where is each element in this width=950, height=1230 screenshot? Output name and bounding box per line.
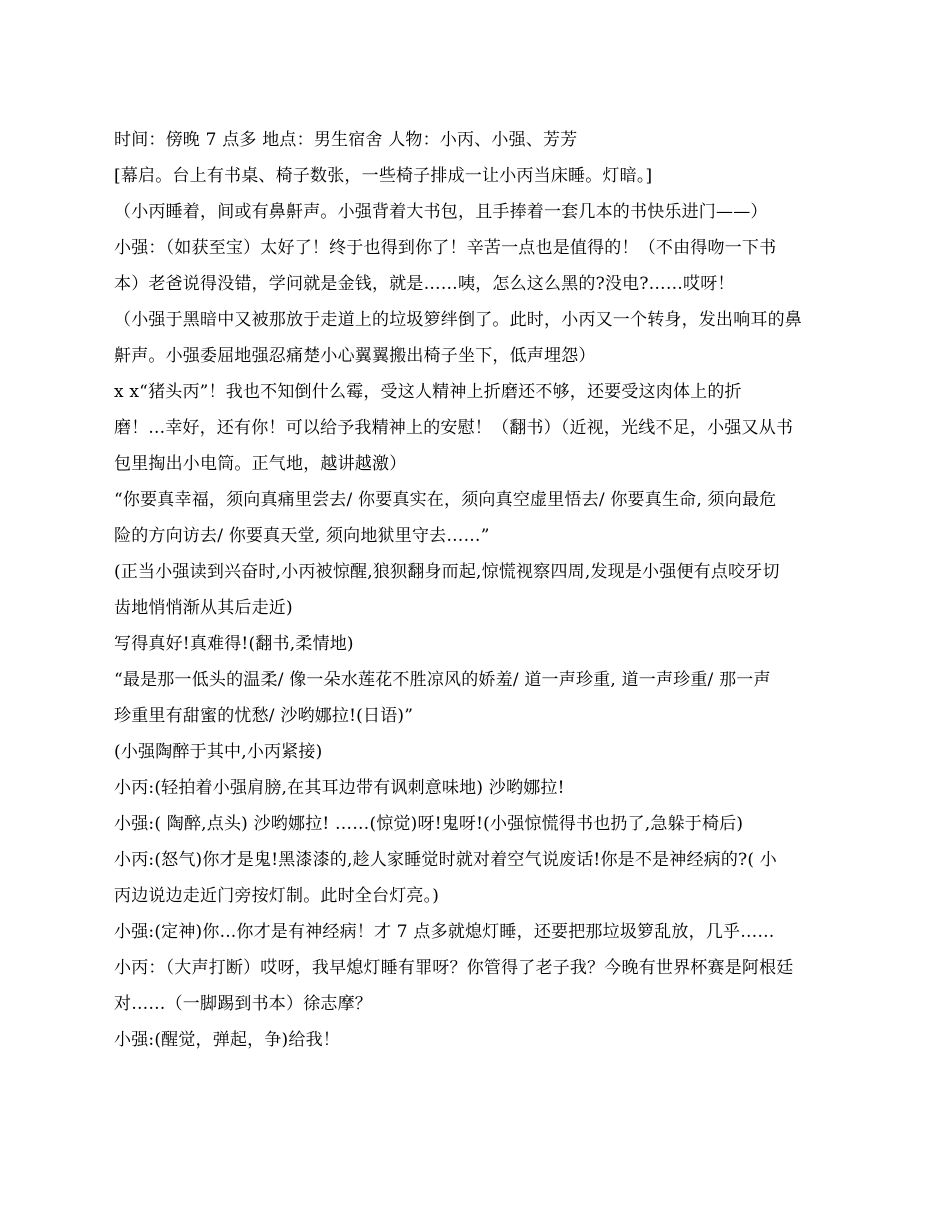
script-line: [幕启。台上有书桌、椅子数张，一些椅子排成一让小丙当床睡。灯暗。]	[114, 166, 653, 186]
script-line: 写得真好!真难得!(翻书,柔情地)	[114, 634, 354, 654]
script-line: 对……（一脚踢到书本）徐志摩？	[114, 994, 372, 1014]
script-line: (正当小强读到兴奋时,小丙被惊醒,狼狈翻身而起,惊慌视察四周,发现是小强便有点咬牙切	[114, 562, 780, 582]
script-line: 鼾声。小强委屈地强忍痛楚小心翼翼搬出椅子坐下，低声埋怨）	[114, 346, 596, 366]
script-line: 小强:( 陶醉,点头) 沙哟娜拉! ……(惊觉)呀!鬼呀!(小强惊慌得书也扔了,急躲于椅后)	[114, 814, 744, 834]
script-line: 丙边说边走近门旁按灯制。此时全台灯亮。)	[114, 886, 440, 906]
script-line: 磨！...幸好，还有你！可以给予我精神上的安慰！（翻书）（近视，光线不足，小强又从书	[114, 418, 794, 438]
script-line: 小丙:(轻拍着小强肩膀,在其耳边带有讽刺意味地) 沙哟娜拉!	[114, 778, 565, 798]
script-line: 小丙:(怒气)你才是鬼!黑漆漆的,趁人家睡觉时就对着空气说废话!你是不是神经病的?( 小	[114, 850, 778, 870]
script-line: 本）老爸说得没错，学问就是金钱，就是……咦，怎么这么黑的?没电?……哎呀！	[114, 274, 735, 294]
script-line: 小强:(定神)你...你才是有神经病！才 7 点多就熄灯睡，还要把那垃圾箩乱放，几乎……	[114, 922, 775, 942]
script-line: 险的方向访去/ 你要真天堂, 须向地狱里守去……”	[114, 526, 490, 546]
document-page	[114, 122, 844, 1058]
script-line: 包里掏出小电筒。正气地，越讲越激）	[114, 454, 407, 474]
script-line: “最是那一低头的温柔/ 像一朵水莲花不胜凉风的娇羞/ 道一声珍重, 道一声珍重/ 那一声	[114, 670, 771, 690]
script-line: 小强：（如获至宝）太好了！终于也得到你了！辛苦一点也是值得的！（不由得吻一下书	[114, 238, 777, 258]
script-line: 小丙：（大声打断）哎呀，我早熄灯睡有罪呀？你管得了老子我？今晚有世界杯赛是阿根廷	[114, 958, 794, 978]
script-line: 齿地悄悄渐从其后走近)	[114, 598, 293, 618]
script-line: 珍重里有甜蜜的忧愁/ 沙哟娜拉!(日语)”	[114, 706, 414, 726]
script-line: 小强:(醒觉，弹起，争)给我！	[114, 1030, 340, 1050]
script-line: 时间：傍晚 7 点多 地点：男生宿舍 人物：小丙、小强、芳芳	[114, 130, 578, 150]
script-line: （小强于黑暗中又被那放于走道上的垃圾箩绊倒了。此时，小丙又一个转身，发出响耳的鼻	[114, 310, 802, 330]
script-line: （小丙睡着，间或有鼻鼾声。小强背着大书包，且手捧着一套几本的书快乐进门——）	[114, 202, 768, 222]
script-line: (小强陶醉于其中,小丙紧接)	[114, 742, 323, 762]
script-line: “你要真幸福，须向真痛里尝去/ 你要真实在，须向真空虚里悟去/ 你要真生命, 须向最危	[114, 490, 777, 510]
script-line: x x“猪头丙”！我也不知倒什么霉，受这人精神上折磨还不够，还要受这肉体上的折	[114, 382, 742, 402]
